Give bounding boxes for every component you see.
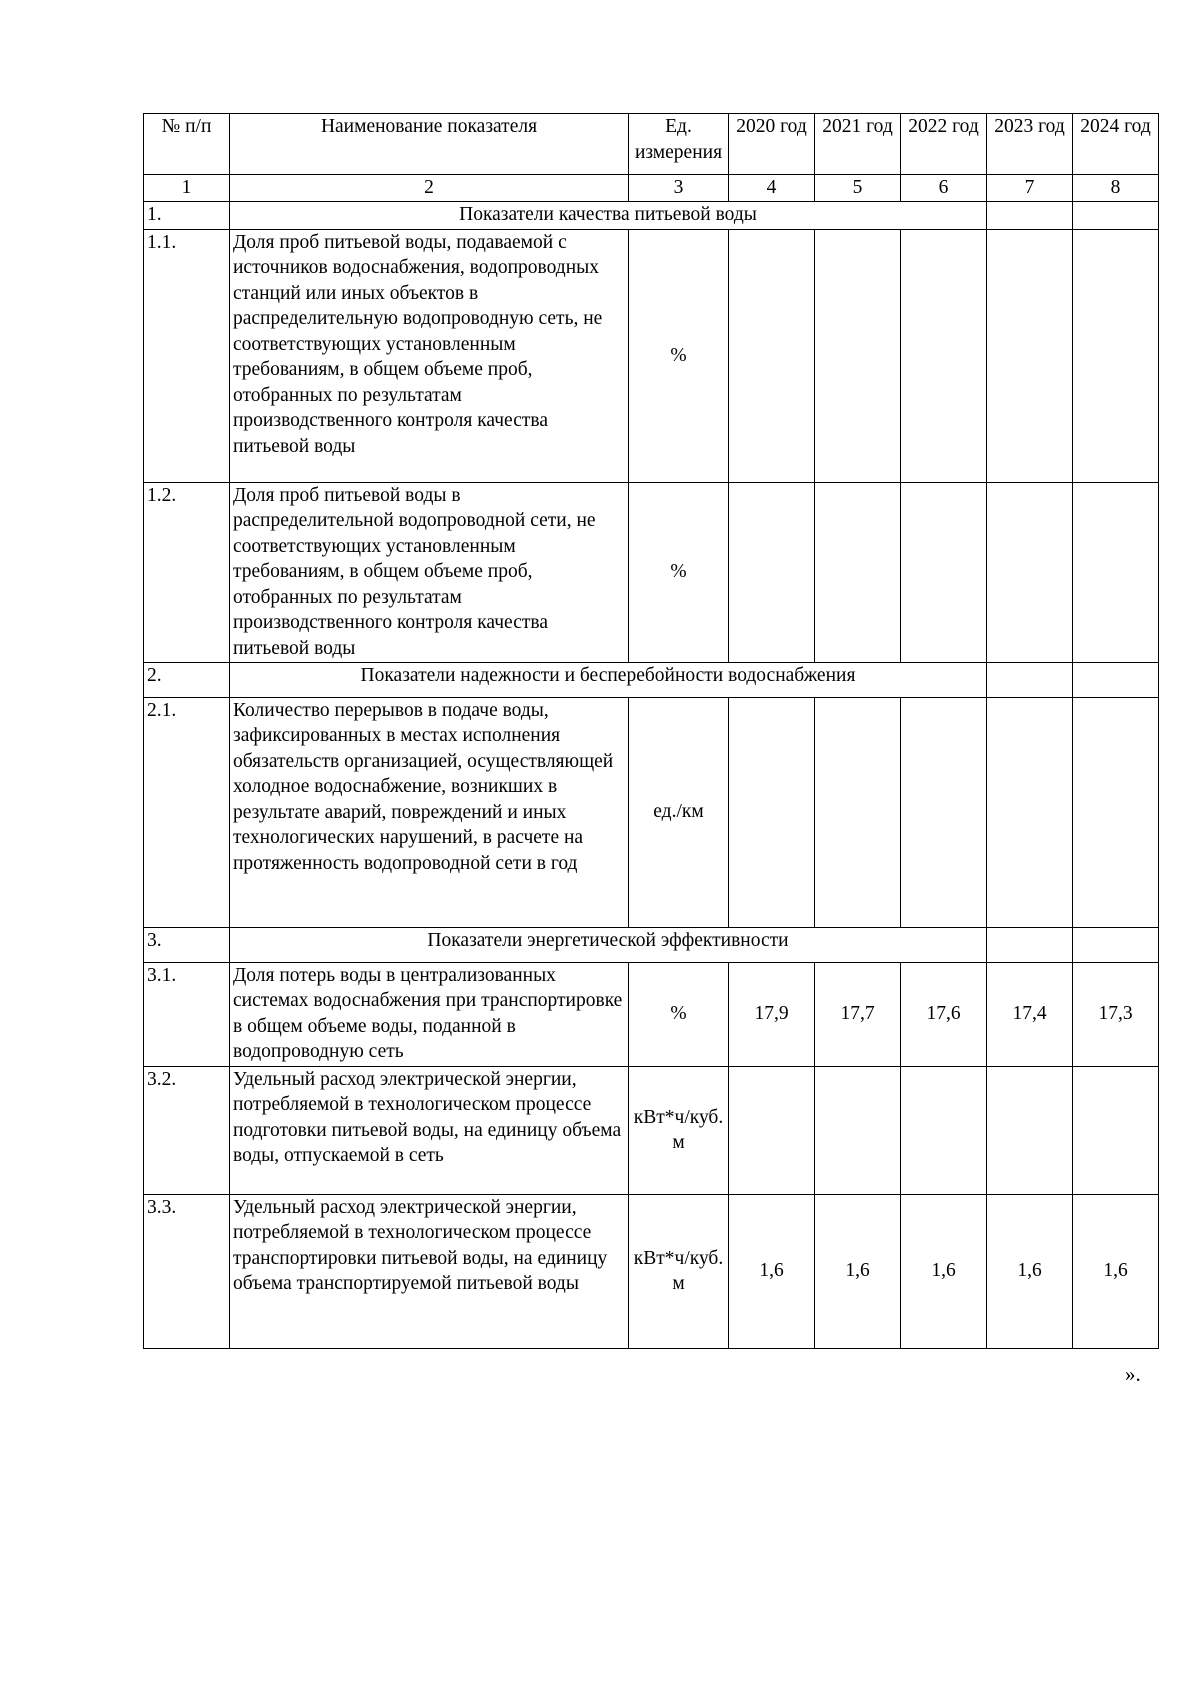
value-cell bbox=[1073, 697, 1159, 927]
section-number: 3. bbox=[144, 927, 230, 962]
section-title: Показатели энергетической эффективности bbox=[230, 927, 987, 962]
indicator-unit: кВт*ч/куб. м bbox=[629, 1066, 729, 1194]
closing-quote-mark: ». bbox=[1125, 1362, 1141, 1386]
section-row bbox=[144, 927, 1159, 962]
value-cell bbox=[815, 697, 901, 927]
value-cell bbox=[815, 229, 901, 482]
section-row bbox=[144, 201, 1159, 229]
section-number: 2. bbox=[144, 662, 230, 697]
indicator-unit: кВт*ч/куб. м bbox=[629, 1194, 729, 1348]
header-year: 2022 год bbox=[901, 114, 987, 175]
column-number: 1 bbox=[144, 175, 230, 202]
section-title: Показатели качества питьевой воды bbox=[230, 201, 987, 229]
header-year: 2023 год bbox=[987, 114, 1073, 175]
value-cell: 1,6 bbox=[987, 1194, 1073, 1348]
column-number-row bbox=[144, 175, 1159, 202]
indicator-unit: % bbox=[629, 229, 729, 482]
indicator-name: Количество перерывов в подаче воды, зафиксированных в местах исполнения обязательств организацией, осуществляющей холодное водоснабжение, возникших в результате аварий, повреждений и иных технологических нарушений, в расчете на протяженность водопроводной сети в год bbox=[230, 697, 629, 927]
value-cell bbox=[729, 482, 815, 662]
column-number: 5 bbox=[815, 175, 901, 202]
value-cell bbox=[1073, 482, 1159, 662]
indicator-name: Доля проб питьевой воды в распределительной водопроводной сети, не соответствующих установленным требованиям, в общем объеме проб, отобранных по результатам производственного контроля качества питьевой воды bbox=[230, 482, 629, 662]
table-row bbox=[144, 1066, 1159, 1194]
indicator-name: Удельный расход электрической энергии, потребляемой в технологическом процессе транспортировки питьевой воды, на единицу объема транспортируемой питьевой воды bbox=[230, 1194, 629, 1348]
column-number: 4 bbox=[729, 175, 815, 202]
value-cell bbox=[901, 697, 987, 927]
column-number: 8 bbox=[1073, 175, 1159, 202]
value-cell bbox=[901, 1066, 987, 1194]
row-number: 3.3. bbox=[144, 1194, 230, 1348]
header-year: 2020 год bbox=[729, 114, 815, 175]
indicator-unit: ед./км bbox=[629, 697, 729, 927]
section-title: Показатели надежности и бесперебойности водоснабжения bbox=[230, 662, 987, 697]
value-cell bbox=[987, 1066, 1073, 1194]
value-cell bbox=[901, 229, 987, 482]
row-number: 1.1. bbox=[144, 229, 230, 482]
table-row bbox=[144, 1194, 1159, 1348]
row-number: 3.1. bbox=[144, 962, 230, 1066]
row-number: 3.2. bbox=[144, 1066, 230, 1194]
indicator-name: Удельный расход электрической энергии, потребляемой в технологическом процессе подготовки питьевой воды, на единицу объема воды, отпускаемой в сеть bbox=[230, 1066, 629, 1194]
empty-cell bbox=[987, 201, 1073, 229]
value-cell: 17,6 bbox=[901, 962, 987, 1066]
header-year: 2021 год bbox=[815, 114, 901, 175]
value-cell: 17,4 bbox=[987, 962, 1073, 1066]
value-cell bbox=[729, 1066, 815, 1194]
header-row bbox=[144, 114, 1159, 175]
value-cell bbox=[987, 482, 1073, 662]
table-row bbox=[144, 229, 1159, 482]
value-cell: 1,6 bbox=[815, 1194, 901, 1348]
indicators-table bbox=[143, 113, 1159, 1349]
value-cell: 17,7 bbox=[815, 962, 901, 1066]
section-number: 1. bbox=[144, 201, 230, 229]
indicator-name: Доля проб питьевой воды, подаваемой с источников водоснабжения, водопроводных станций или иных объектов в распределительную водопроводную сеть, не соответствующих установленным требованиям, в общем объеме проб, отобранных по результатам производственного контроля качества питьевой воды bbox=[230, 229, 629, 482]
indicator-name: Доля потерь воды в централизованных системах водоснабжения при транспортировке в общем объеме воды, поданной в водопроводную сеть bbox=[230, 962, 629, 1066]
empty-cell bbox=[1073, 201, 1159, 229]
indicator-unit: % bbox=[629, 962, 729, 1066]
value-cell bbox=[729, 229, 815, 482]
value-cell bbox=[1073, 1066, 1159, 1194]
column-number: 3 bbox=[629, 175, 729, 202]
value-cell: 1,6 bbox=[729, 1194, 815, 1348]
value-cell bbox=[815, 1066, 901, 1194]
value-cell: 17,3 bbox=[1073, 962, 1159, 1066]
empty-cell bbox=[1073, 927, 1159, 962]
header-year: 2024 год bbox=[1073, 114, 1159, 175]
header-num: № п/п bbox=[144, 114, 230, 175]
table-row bbox=[144, 697, 1159, 927]
table-row bbox=[144, 482, 1159, 662]
value-cell: 1,6 bbox=[1073, 1194, 1159, 1348]
indicator-unit: % bbox=[629, 482, 729, 662]
value-cell bbox=[729, 697, 815, 927]
table-row bbox=[144, 962, 1159, 1066]
value-cell bbox=[987, 697, 1073, 927]
value-cell: 17,9 bbox=[729, 962, 815, 1066]
row-number: 1.2. bbox=[144, 482, 230, 662]
column-number: 6 bbox=[901, 175, 987, 202]
header-name: Наименование показателя bbox=[230, 114, 629, 175]
value-cell bbox=[987, 229, 1073, 482]
empty-cell bbox=[987, 662, 1073, 697]
header-unit: Ед. измерения bbox=[629, 114, 729, 175]
column-number: 2 bbox=[230, 175, 629, 202]
value-cell bbox=[1073, 229, 1159, 482]
row-number: 2.1. bbox=[144, 697, 230, 927]
value-cell bbox=[901, 482, 987, 662]
empty-cell bbox=[1073, 662, 1159, 697]
section-row bbox=[144, 662, 1159, 697]
value-cell bbox=[815, 482, 901, 662]
value-cell: 1,6 bbox=[901, 1194, 987, 1348]
column-number: 7 bbox=[987, 175, 1073, 202]
empty-cell bbox=[987, 927, 1073, 962]
